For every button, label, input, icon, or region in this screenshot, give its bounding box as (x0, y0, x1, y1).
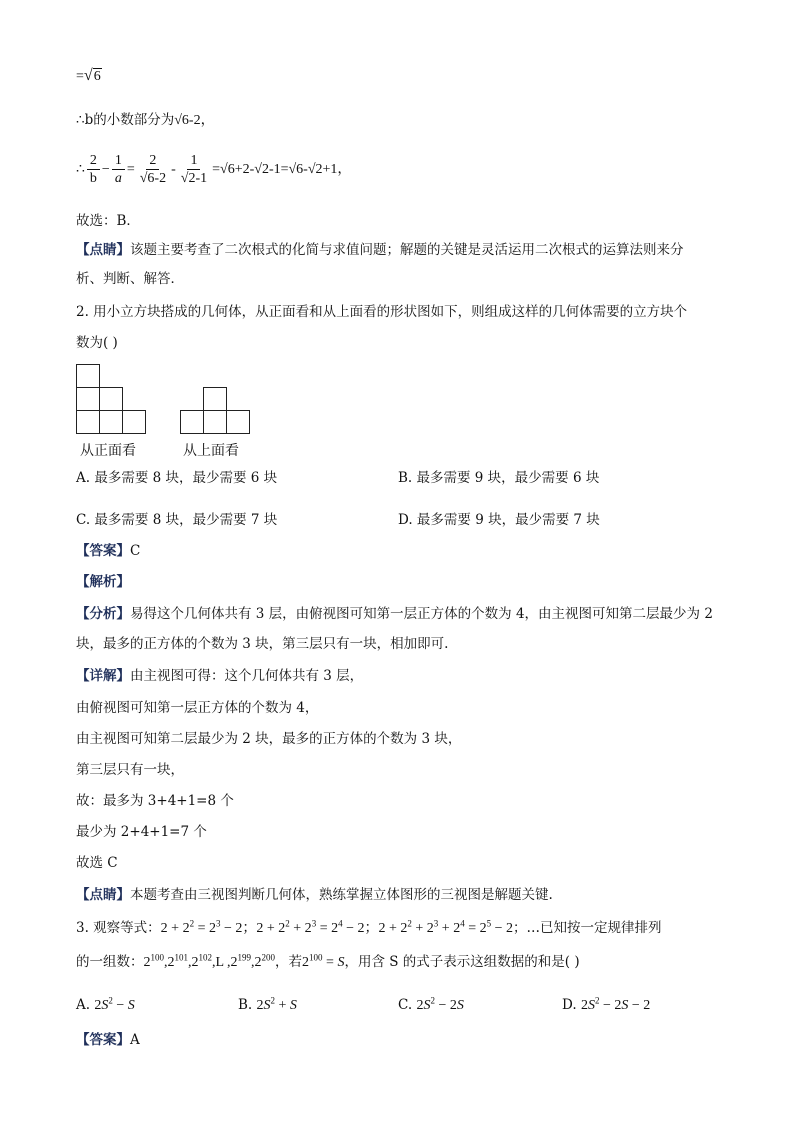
choose-b: 故选：B． (76, 213, 140, 229)
option-a: A. 最多需要 8 块，最少需要 6 块 (76, 470, 278, 486)
option-c: C. 最多需要 8 块，最少需要 7 块 (76, 512, 278, 528)
q3-sequence: $2^{100},2^{101},2^{102},L$ $,2^{199},2^{200}$ (143, 952, 276, 970)
calc-line: ∴ $\frac{2}{b}$ − $\frac{1}{a}$ = $\frac{2}{√6-2}$ - $\frac{1}{√2-1}$ =√6+2-√2-1=√6-√2+1， (76, 153, 352, 186)
front-cube (76, 364, 100, 388)
front-cube (76, 387, 100, 411)
b-decimal-line: ∴b的小数部分为√6-2， (76, 112, 215, 128)
front-view-label: 从正面看 (80, 443, 136, 459)
frac-1-a: $\frac{1}{a}$ (112, 152, 125, 188)
q3-option-b: B. $2S^2 + S$ (238, 995, 297, 1013)
front-cube (76, 410, 100, 434)
eq-sqrt6: =√6 (76, 66, 102, 87)
top-cube (203, 387, 227, 411)
xiangjie-3: 由主视图可知第二层最少为 2 块，最多的正方体的个数为 3 块， (76, 731, 462, 747)
q3-option-d: D. $2S^2 - 2S - 2$ (562, 995, 651, 1013)
option-b: B. 最多需要 9 块，最少需要 6 块 (398, 470, 600, 486)
q2-line1: 2. 用小立方块搭成的几何体，从正面看和从上面看的形状图如下，则组成这样的几何体需要的立方块个 (76, 304, 688, 320)
q3-option-a: A. $2S^2 - S$ (76, 995, 135, 1013)
top-cube (180, 410, 204, 434)
frac-1-sqrt2: $\frac{1}{√2-1}$ (180, 153, 208, 186)
top-view-label: 从上面看 (183, 443, 239, 459)
fenxi: 【分析】易得这个几何体共有 3 层，由俯视图可知第一层正方体的个数为 4，由主视图可知第二层最少为 2 (76, 606, 713, 622)
xiangjie-6: 最少为 2+4+1=7 个 (76, 824, 207, 840)
top-cube (203, 410, 227, 434)
top-cube (226, 410, 250, 434)
q3-line2: 的一组数：$2^{100},2^{101},2^{102},L$ $,2^{199},2^{200}$，若$2^{100} = S$，用含 S 的式子表示这组数据的和是( ) (76, 952, 580, 970)
fenxi-cont: 块，最多的正方体的个数为 3 块，第三层只有一块，相加即可. (76, 636, 449, 652)
answer-2: 【答案】A (76, 1032, 140, 1048)
q2-line2: 数为( ) (76, 335, 118, 351)
front-cube (99, 410, 123, 434)
frac-2-b: $\frac{2}{b}$ (87, 152, 100, 188)
sqrt6: √6 (83, 67, 101, 84)
xiangjie-2: 由俯视图可知第一层正方体的个数为 4， (76, 700, 319, 716)
front-cube (99, 387, 123, 411)
front-cube (122, 410, 146, 434)
xiangjie: 【详解】由主视图可得：这个几何体共有 3 层， (76, 668, 364, 684)
xiangjie-7: 故选 C (76, 855, 118, 871)
jiexi: 【解析】 (76, 574, 130, 590)
q3-condition: $2^{100} = S$ (302, 952, 345, 970)
dianjing-1: 【点睛】该题主要考查了二次根式的化简与求值问题；解题的关键是灵活运用二次根式的运算法则来分 (76, 242, 684, 258)
xiangjie-4: 第三层只有一块， (76, 762, 184, 778)
frac-2-sqrt6: $\frac{2}{√6-2}$ (139, 153, 167, 186)
answer-1: 【答案】C (76, 543, 141, 559)
q3-option-c: C. $2S^2 - 2S$ (398, 995, 464, 1013)
q3-equations: $2 + 2^2 = 2^3 - 2$；$2 + 2^2 + 2^3 = 2^4 - 2$；$2 + 2^2 + 2^3 + 2^4 = 2^5 - 2$ (160, 918, 514, 936)
dianjing-1-cont: 析、判断、解答． (76, 271, 184, 287)
xiangjie-5: 故：最多为 3+4+1=8 个 (76, 793, 234, 809)
option-d: D. 最多需要 9 块，最少需要 7 块 (398, 512, 600, 528)
q3-line1: 3. 观察等式：$2 + 2^2 = 2^3 - 2$；$2 + 2^2 + 2^3 = 2^4 - 2$；$2 + 2^2 + 2^3 + 2^4 = 2^5 - 2$；…已知按一定规律排列 (76, 918, 662, 936)
dianjing-2: 【点睛】本题考查由三视图判断几何体，熟练掌握立体图形的三视图是解题关键. (76, 887, 553, 903)
